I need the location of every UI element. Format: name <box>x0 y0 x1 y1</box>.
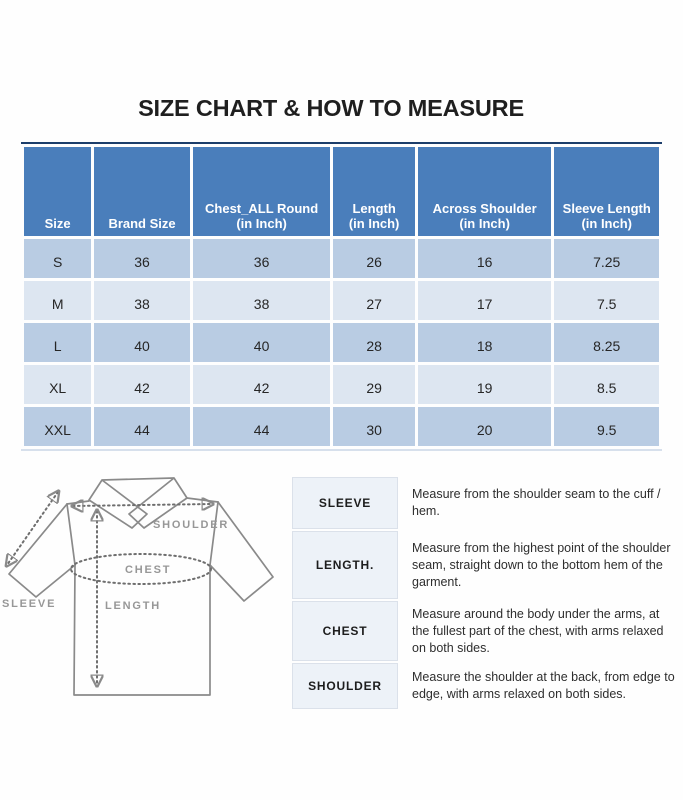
size-row-s <box>24 239 659 278</box>
column-header-sub: (in Inch) <box>581 216 632 231</box>
column-header-label: Length <box>352 201 396 216</box>
cell-across-shoulder: 18 <box>418 323 552 362</box>
column-header-chest <box>193 147 331 236</box>
measure-description-text: Measure from the shoulder seam to the cuff / hem. <box>412 487 661 518</box>
column-header-sleeve-length <box>554 147 659 236</box>
measure-row-chest <box>292 601 683 661</box>
cell-size: M <box>24 281 91 320</box>
measure-label: SLEEVE <box>292 477 398 529</box>
cell-sleeve-length: 8.5 <box>554 365 659 404</box>
cell-chest: 44 <box>193 407 331 446</box>
shirt-sleeve-left <box>9 504 75 597</box>
size-table <box>21 142 662 451</box>
measure-description <box>398 531 680 599</box>
shirt-outline <box>9 478 273 695</box>
length-label: LENGTH <box>105 600 162 612</box>
measure-description-text: Measure around the body under the arms, at the fullest part of the chest, with arms relaxed on both sides. <box>412 606 664 655</box>
measure-label: LENGTH. <box>292 531 398 599</box>
sleeve-arrow <box>7 492 58 565</box>
sleeve-label: SLEEVE <box>2 598 57 610</box>
cell-brand-size: 36 <box>94 239 189 278</box>
cell-size: L <box>24 323 91 362</box>
cell-brand-size: 42 <box>94 365 189 404</box>
size-table-header-row <box>24 147 659 236</box>
shirt-shoulder-left-seam <box>67 501 89 504</box>
column-header-label: Brand Size <box>108 216 176 231</box>
cell-size: XXL <box>24 407 91 446</box>
measure-row-length <box>292 531 683 599</box>
measure-guide <box>292 477 683 709</box>
size-row-xl <box>24 365 659 404</box>
column-header-size <box>24 147 91 236</box>
size-table-grid <box>21 144 662 449</box>
measure-label: SHOULDER <box>292 663 398 709</box>
column-header-sub: (in Inch) <box>348 216 400 231</box>
page-title: SIZE CHART & HOW TO MEASURE <box>138 95 524 121</box>
column-header-across-shoulder <box>418 147 552 236</box>
cell-across-shoulder: 16 <box>418 239 552 278</box>
shirt-sleeve-right <box>210 502 273 601</box>
column-header-sub: (in Inch) <box>236 216 287 231</box>
size-row-l <box>24 323 659 362</box>
measure-description <box>398 663 680 709</box>
cell-sleeve-length: 9.5 <box>554 407 659 446</box>
measure-description-text: Measure the shoulder at the back, from edge to edge, with arms relaxed on both sides. <box>412 670 675 701</box>
cell-across-shoulder: 19 <box>418 365 552 404</box>
measure-row-sleeve <box>292 477 683 529</box>
size-row-xxl <box>24 407 659 446</box>
column-header-sub: (in Inch) <box>459 216 510 231</box>
cell-across-shoulder: 17 <box>418 281 552 320</box>
cell-chest: 40 <box>193 323 331 362</box>
column-header-label: Across Shoulder <box>432 201 537 216</box>
chest-label: CHEST <box>125 564 172 576</box>
cell-size: XL <box>24 365 91 404</box>
cell-length: 26 <box>333 239 414 278</box>
shirt-shoulder-right-seam <box>187 498 218 502</box>
measure-description <box>398 477 680 529</box>
column-header-length <box>333 147 414 236</box>
cell-brand-size: 38 <box>94 281 189 320</box>
shoulder-arrow <box>73 504 212 506</box>
cell-length: 30 <box>333 407 414 446</box>
diagram-labels <box>2 519 229 612</box>
shirt-measure-diagram <box>1 467 296 713</box>
column-header-label: Size <box>44 216 71 231</box>
cell-sleeve-length: 7.5 <box>554 281 659 320</box>
column-header-label: Chest_ALL Round <box>205 201 319 216</box>
cell-chest: 42 <box>193 365 331 404</box>
cell-across-shoulder: 20 <box>418 407 552 446</box>
cell-chest: 38 <box>193 281 331 320</box>
measure-description <box>398 601 680 661</box>
cell-sleeve-length: 8.25 <box>554 323 659 362</box>
shoulder-label: SHOULDER <box>153 519 230 531</box>
size-row-m <box>24 281 659 320</box>
measure-description-text: Measure from the highest point of the shoulder seam, straight down to the bottom hem of the garment. <box>412 540 671 589</box>
cell-length: 29 <box>333 365 414 404</box>
cell-sleeve-length: 7.25 <box>554 239 659 278</box>
column-header-brand-size <box>94 147 189 236</box>
measure-row-shoulder <box>292 663 683 709</box>
measure-label: CHEST <box>292 601 398 661</box>
cell-brand-size: 44 <box>94 407 189 446</box>
cell-brand-size: 40 <box>94 323 189 362</box>
cell-size: S <box>24 239 91 278</box>
cell-chest: 36 <box>193 239 331 278</box>
cell-length: 28 <box>333 323 414 362</box>
cell-length: 27 <box>333 281 414 320</box>
column-header-label: Sleeve Length <box>562 201 651 216</box>
